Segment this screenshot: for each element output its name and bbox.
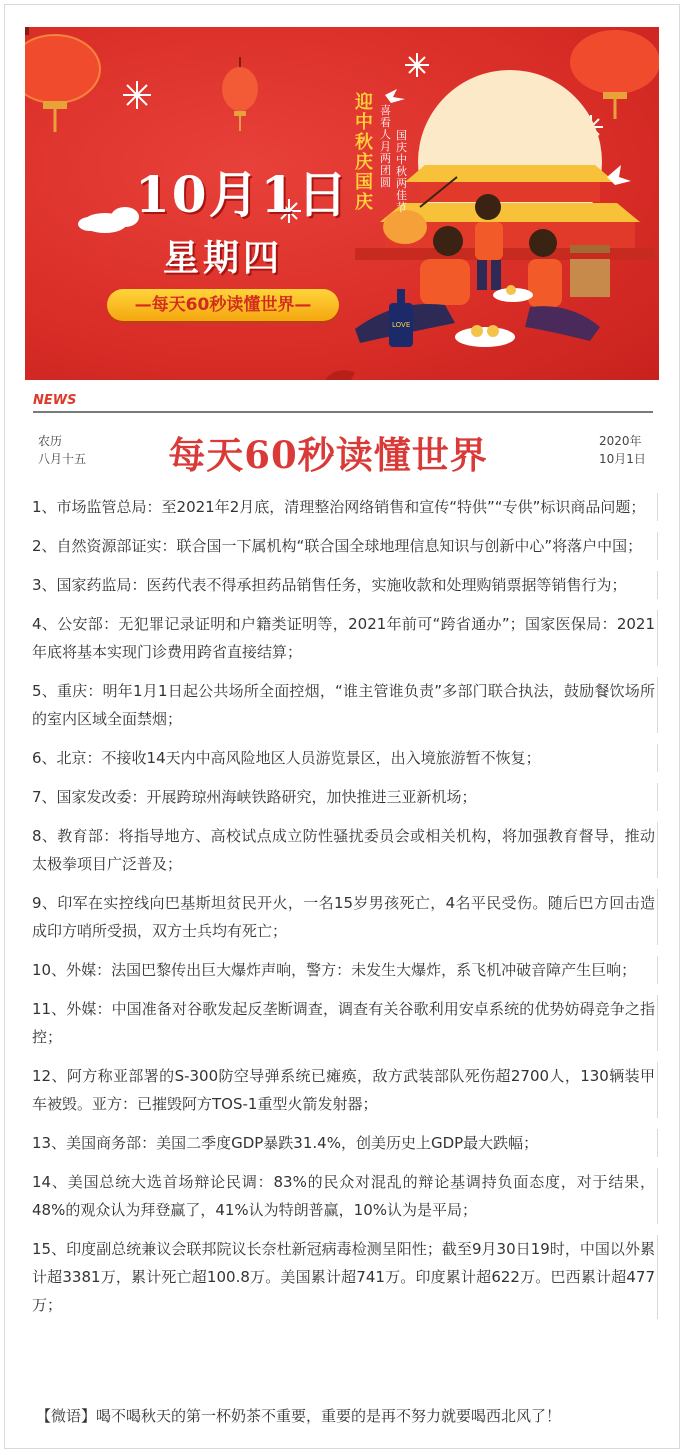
gregorian-date-block — [599, 432, 646, 468]
year-label: 2020年 — [599, 434, 642, 448]
news-list — [32, 493, 658, 1330]
month-day-label: 10月1日 — [599, 452, 646, 466]
lunar-label: 农历 — [38, 434, 63, 448]
news-item: 9、印军在实控线向巴基斯坦贫民开火，一名15岁男孩死亡，4名平民受伤。随后巴方回击造成印方哨所受损，双方士兵均有死亡； — [32, 889, 658, 945]
news-item: 13、美国商务部：美国二季度GDP暴跌31.4%，创美历史上GDP最大跌幅； — [32, 1129, 658, 1157]
news-item: 5、重庆：明年1月1日起公共场所全面控烟，“谁主管谁负责”多部门联合执法，鼓励餐饮场所的室内区域全面禁烟； — [32, 677, 658, 733]
divider — [33, 411, 653, 413]
page-title: 每天60秒读懂世界 — [168, 433, 488, 477]
news-item: 2、自然资源部证实：联合国一下属机构“联合国全球地理信息知识与创新中心”将落户中国； — [32, 532, 658, 560]
daily-quote: 【微语】喝不喝秋天的第一杯奶茶不重要，重要的是再不努力就要喝西北风了！ — [36, 1407, 562, 1425]
banner-slogan: —每天60秒读懂世界— — [107, 289, 339, 321]
banner-date: 10月1日 — [135, 165, 350, 224]
news-item: 1、市场监管总局：至2021年2月底，清理整治网络销售和宣传“特供”“专供”标识商品问题； — [32, 493, 658, 521]
mooncake-plate-icon — [455, 327, 515, 347]
lantern-love-label: LOVE — [392, 321, 411, 329]
news-item: 15、印度副总统兼议会联邦院议长奈杜新冠病毒检测呈阳性；截至9月30日19时，中国以外累计超3381万，累计死亡超100.8万。美国累计超741万。印度累计超622万。巴西累计超477万； — [32, 1235, 658, 1319]
news-tag: NEWS — [33, 393, 77, 408]
news-item: 14、美国总统大选首场辩论民调：83%的民众对混乱的辩论基调持负面态度，对于结果，48%的观众认为拜登赢了，41%认为特朗普赢，10%认为是平局； — [32, 1168, 658, 1224]
lunar-date: 八月十五 — [38, 452, 87, 466]
lantern-right-icon — [570, 30, 659, 119]
lunar-date-block — [38, 432, 86, 468]
news-item: 12、阿方称亚部署的S-300防空导弹系统已瘫痪，敌方武装部队死伤超2700人，130辆装甲车被毁。亚方：已摧毁阿方TOS-1重型火箭发射器； — [32, 1062, 658, 1118]
header-banner — [25, 27, 659, 380]
news-item: 7、国家发改委：开展跨琼州海峡铁路研究，加快推进三亚新机场； — [32, 783, 658, 811]
banner-vertical-sub2: 国庆中秋两佳节 — [396, 129, 407, 214]
banner-vertical-main: 迎中秋庆国庆 — [355, 92, 373, 213]
news-item: 6、北京：不接收14天内中高风险地区人员游览景区，出入境旅游暂不恢复； — [32, 744, 658, 772]
basket-icon — [570, 245, 610, 297]
news-item: 4、公安部：无犯罪记录证明和户籍类证明等，2021年前可“跨省通办”；国家医保局：2021年底将基本实现门诊费用跨省直接结算； — [32, 610, 658, 666]
news-item: 3、国家药监局：医药代表不得承担药品销售任务，实施收款和处理购销票据等销售行为； — [32, 571, 658, 599]
news-item: 8、教育部：将指导地方、高校试点成立防性骚扰委员会或相关机构，将加强教育督导，推动太极拳项目广泛普及； — [32, 822, 658, 878]
news-item: 10、外媒：法国巴黎传出巨大爆炸声响，警方：未发生大爆炸，系飞机冲破音障产生巨响； — [32, 956, 658, 984]
news-item: 11、外媒：中国准备对谷歌发起反垄断调查，调查有关谷歌利用安卓系统的优势妨碍竞争之指控； — [32, 995, 658, 1051]
wine-bottle-icon — [389, 289, 413, 347]
banner-vertical-sub1: 喜看人月两团圆 — [380, 104, 391, 189]
banner-weekday: 星期四 — [163, 237, 284, 279]
lantern-left-icon — [25, 27, 100, 132]
cloud-icon — [78, 207, 139, 233]
lantern-small-icon — [222, 57, 258, 131]
